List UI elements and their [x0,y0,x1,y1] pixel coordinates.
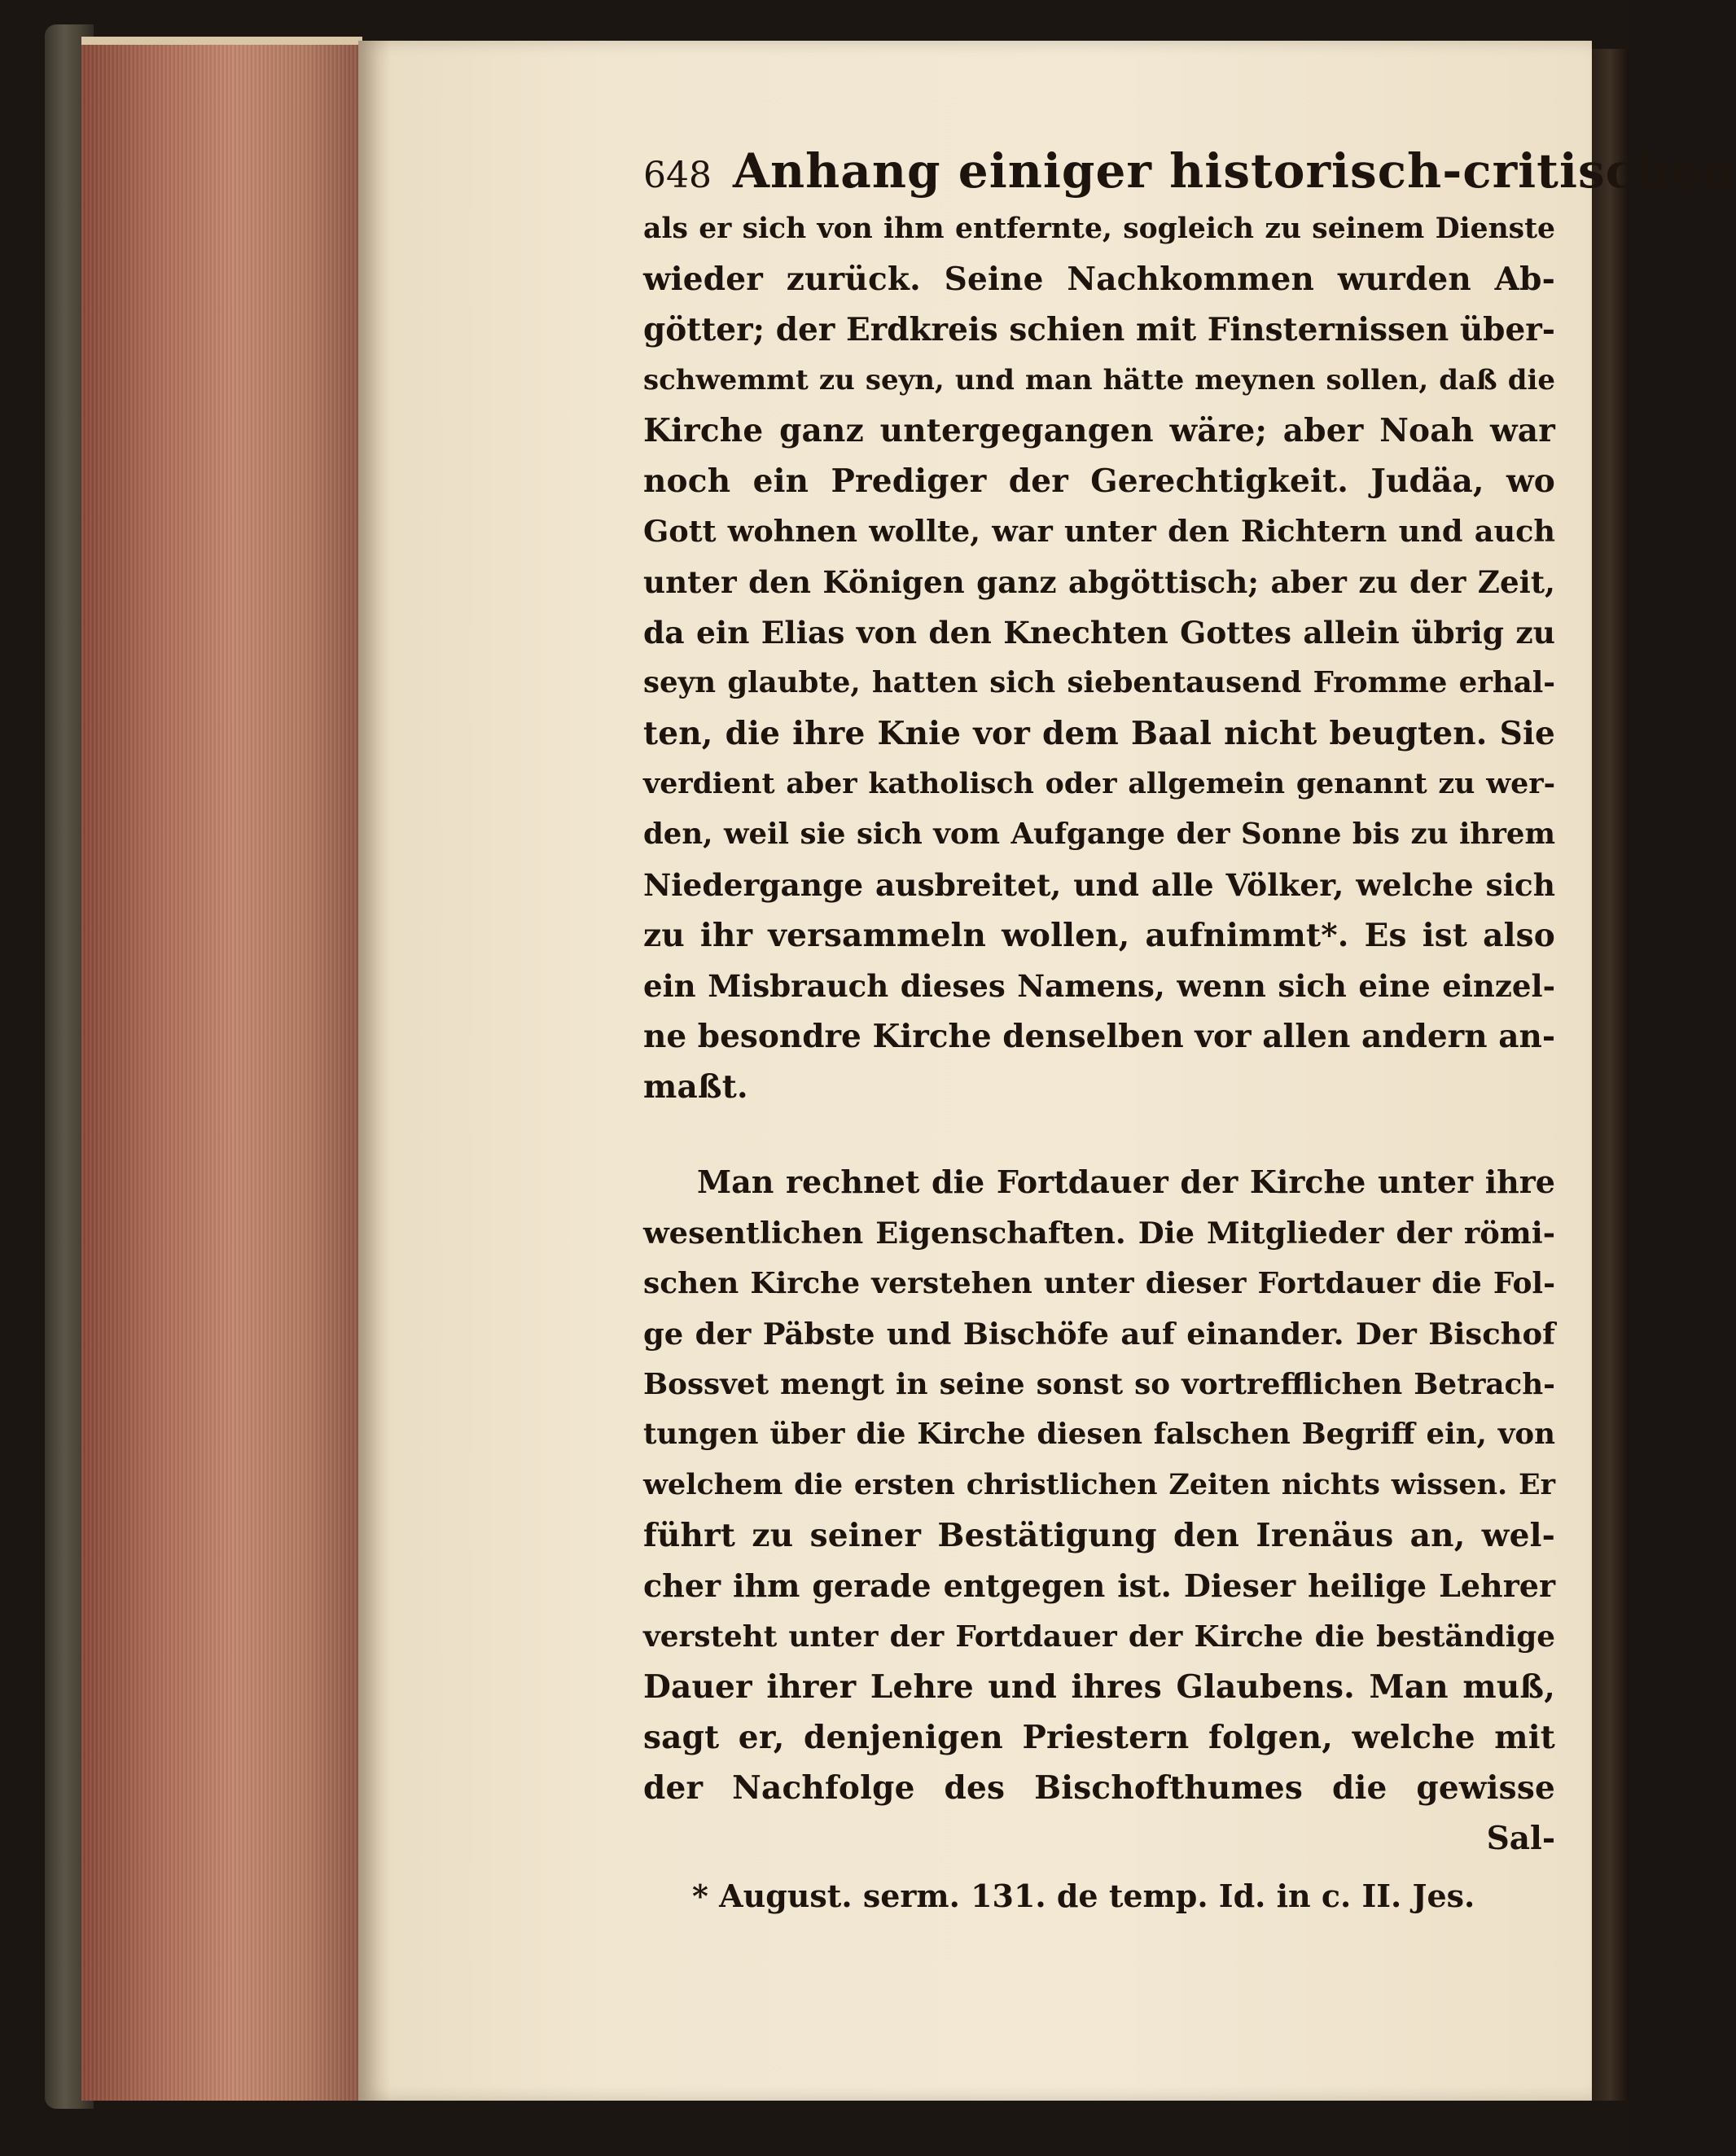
text-line: ten, die ihre Knie vor dem Baal nicht beugten. Sie [643,715,1555,752]
text-line: noch ein Prediger der Gerechtigkeit. Judäa, wo [643,462,1555,500]
text-line: Dauer ihrer Lehre und ihres Glaubens. Man muß, [643,1668,1555,1706]
catchword: Sal- [1486,1820,1555,1857]
text-line: ge der Päbste und Bischöfe auf einander. Der Bischof [643,1316,1555,1352]
text-line: Bossvet mengt in seine sonst so vortrefflichen Betrach- [643,1367,1555,1401]
page-text [643,138,1736,1919]
text-line: zu ihr versammeln wollen, aufnimmt*. Es ist also [643,917,1555,954]
text-line: welchem die ersten christlichen Zeiten nichts wissen. Er [643,1468,1555,1501]
text-line: wesentlichen Eigenschaften. Die Mitglieder der römi- [643,1215,1555,1251]
running-head: Anhang einiger historisch-critischen [732,143,1736,199]
page-header [643,138,1736,204]
footnote: * August. serm. 131. de temp. Id. in c. II. Jes. [692,1878,1475,1914]
gutter-shadow [358,41,391,2101]
text-line: der Nachfolge des Bischofthumes die gewisse [643,1769,1555,1807]
paragraph-2 [643,1157,1555,1813]
text-line: wieder zurück. Seine Nachkommen wurden Ab- [643,261,1555,298]
text-line: schwemmt zu seyn, und man hätte meynen sollen, daß die [643,364,1555,397]
page-stack-edge [81,45,362,2101]
text-line: schen Kirche verstehen unter dieser Fortdauer die Fol- [643,1266,1555,1300]
text-line: unter den Königen ganz abgöttisch; aber zu der Zeit, [643,564,1555,600]
text-line: seyn glaubte, hatten sich siebentausend Fromme erhal- [643,666,1555,699]
paragraph-gap [643,1112,1555,1157]
page-number: 648 [643,155,712,196]
text-line: cher ihm gerade entgegen ist. Dieser heilige Lehrer [643,1567,1555,1604]
text-line: sagt er, denjenigen Priestern folgen, welche mit [643,1719,1555,1756]
text-line: tungen über die Kirche diesen falschen Begriff ein, von [643,1418,1555,1451]
text-line: Kirche ganz untergegangen wäre; aber Noah war [643,412,1555,449]
text-line: Gott wohnen wollte, war unter den Richtern und auch [643,514,1555,549]
text-line: götter; der Erdkreis schien mit Finsternissen über- [643,311,1555,348]
text-line: verdient aber katholisch oder allgemein genannt zu wer- [643,767,1555,800]
text-line: als er sich von ihm entfernte, sogleich zu seinem Dienste [643,213,1555,245]
text-line: ein Misbrauch dieses Namens, wenn sich eine einzel- [643,968,1555,1004]
text-line: führt zu seiner Bestätigung den Irenäus an, wel- [643,1517,1555,1554]
text-line: da ein Elias von den Knechten Gottes allein übrig zu [643,615,1555,651]
text-line: ne besondre Kirche denselben vor allen andern an- [643,1018,1555,1055]
text-line: versteht unter der Fortdauer der Kirche die beständige [643,1619,1555,1654]
text-line: maßt. [643,1068,748,1106]
facing-page-edge [1592,49,1629,2101]
text-line: Niedergange ausbreitet, und alle Völker, welche sich [643,867,1555,903]
paragraph-1 [643,204,1555,1112]
text-line: Man rechnet die Fortdauer der Kirche unter ihre [697,1163,1555,1200]
text-line: den, weil sie sich vom Aufgange der Sonne bis zu ihrem [643,817,1555,851]
